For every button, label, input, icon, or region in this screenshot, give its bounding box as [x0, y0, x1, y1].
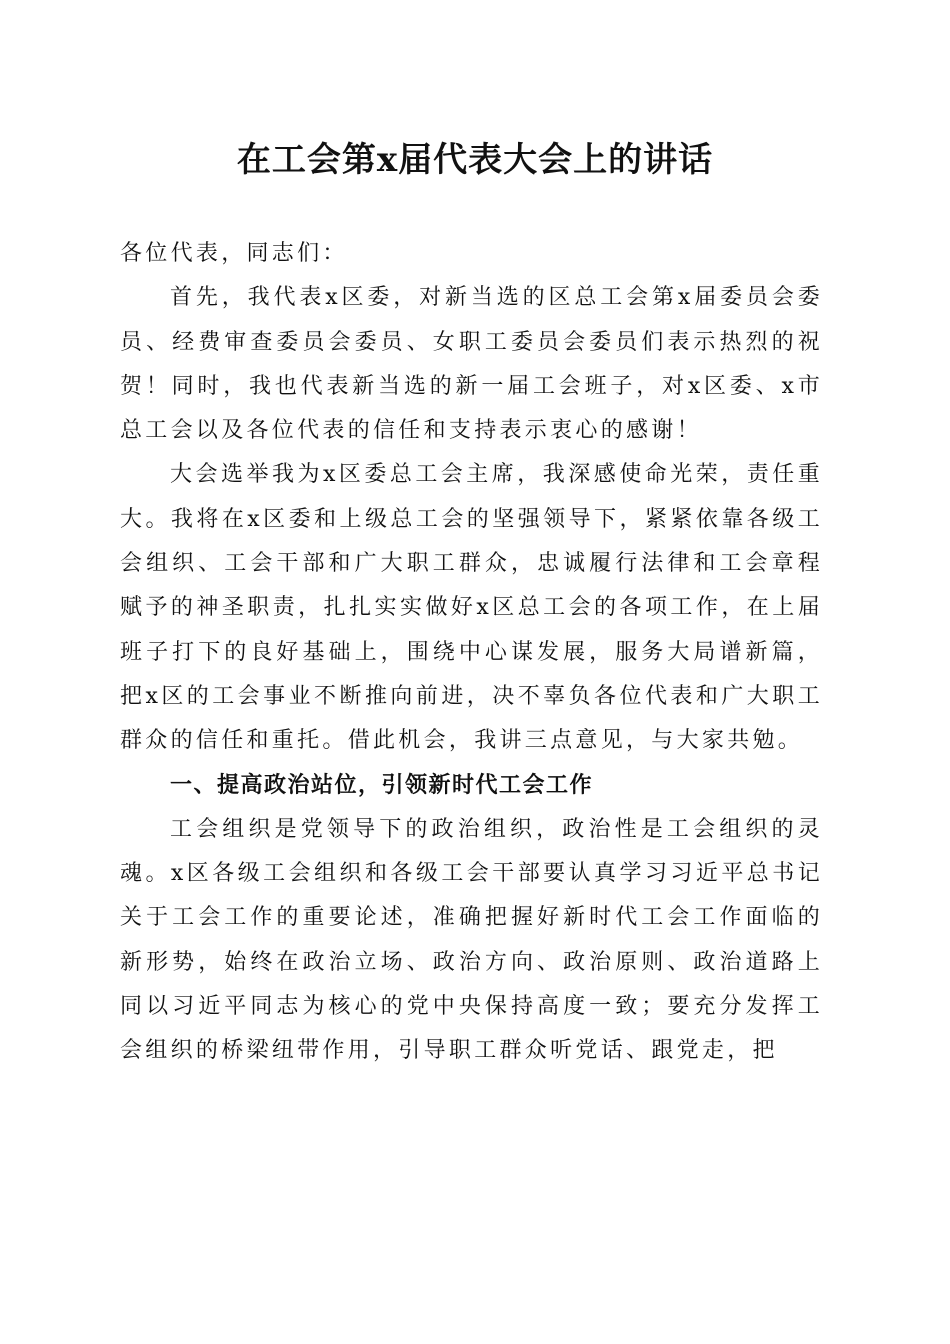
paragraph-commitment: 大会选举我为x区委总工会主席，我深感使命光荣，责任重大。我将在x区委和上级总工会的坚强领导下，紧紧依靠各级工会组织、工会干部和广大职工群众，忠诚履行法律和工会章程赋予的神圣职责，扎扎实实做好x区总工会的各项工作，在上届班子打下的良好基础上，围绕中心谋发展，服务大局谱新篇，把x区的工会事业不断推向前进，决不辜负各位代表和广大职工群众的信任和重托。借此机会，我讲三点意见，与大家共勉。: [120, 462, 823, 754]
document-title: 在工会第x届代表大会上的讲话: [236, 140, 714, 180]
section-heading: 一、提高政治站位，引领新时代工会工作: [170, 772, 594, 798]
salutation: 各位代表，同志们：: [120, 241, 348, 266]
paragraph-opening: 首先，我代表x区委，对新当选的区总工会第x届委员会委员、经费审查委员会委员、女职工委员会委员们表示热烈的祝贺！同时，我也代表新当选的新一届工会班子，对x区委、x市总工会以及各位代表的信任和支持表示衷心的感谢！: [120, 285, 823, 444]
document-body: [120, 232, 823, 1074]
paragraph-section-one: 工会组织是党领导下的政治组织，政治性是工会组织的灵魂。x区各级工会组织和各级工会干部要认真学习习近平总书记关于工会工作的重要论述，准确把握好新时代工会工作面临的新形势，始终在政治立场、政治方向、政治原则、政治道路上同以习近平同志为核心的党中央保持高度一致；要充分发挥工会组织的桥梁纽带作用，引导职工群众听党话、跟党走，把: [120, 816, 823, 1064]
